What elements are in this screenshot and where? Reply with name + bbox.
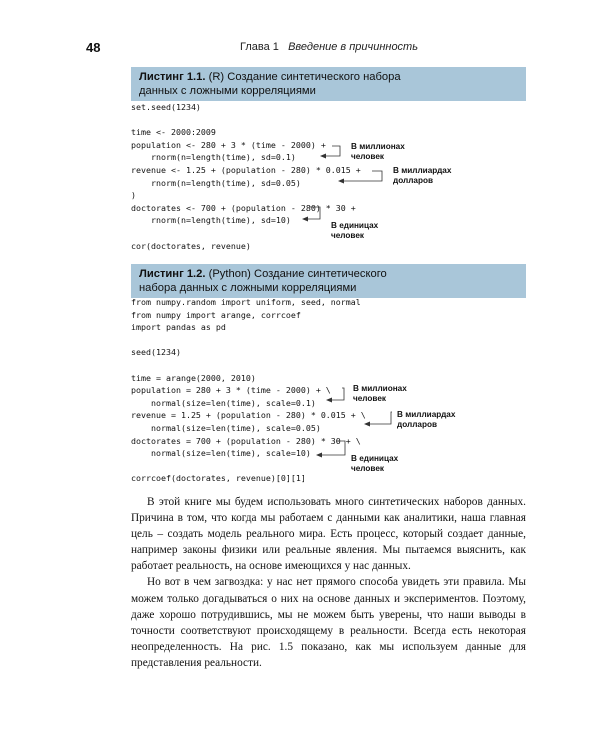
paragraph-2: Но вот в чем загвоздка: у нас нет прямого способа увидеть эти правила. Мы можем только догадываться о них на основе данных и экспериментов. Поэтому, даже хорошо потрудившись, мы не можем быть уверены, что наши выводы в точности соответствуют происходящему в реальности. Всегда есть некоторая неопределенность. На рис. 1.5 показано, как мы используем данные для представления реальности.: [131, 576, 526, 669]
listing-1-annotation-revenue: В миллиардах долларов: [393, 166, 452, 185]
listing-2-annotation-revenue: В миллиардах долларов: [397, 410, 456, 429]
listing-1-header: [131, 67, 526, 101]
listing-1-title-line-2: данных с ложными корреляциями: [139, 85, 316, 97]
listing-1-label: Листинг 1.1.: [139, 71, 206, 83]
listing-2-code: from numpy.random import uniform, seed, normal from numpy import arange, corrcoef import pandas as pd seed(1234) time = arange(2000, 2010) population = 280 + 3 * (time - 2000) + \ normal(size=len(time), scale=0.1) revenue = 1.25 + (population - 280) * 0.015 + \ normal(size=len(time), scale=0.05) doctorates = 700 + (population - 280) * 30 + \ normal(size=len(time), scale=10) corrcoef(doctorates, revenue)[0][1]: [131, 297, 366, 484]
running-header: [240, 41, 418, 53]
listing-2-annotation-population: В миллионах человек: [353, 384, 407, 403]
listing-1-code: set.seed(1234) time <- 2000:2009 population <- 280 + 3 * (time - 2000) + rnorm(n=length(time), sd=0.1) revenue <- 1.25 + (population - 280) * 0.015 + rnorm(n=length(time), sd=0.05) ) doctorates <- 700 + (population - 280) * 30 + rnorm(n=length(time), sd=10) cor(doctorates, revenue): [131, 102, 361, 251]
listing-2-header: [131, 264, 526, 298]
listing-2-annotation-doctorates: В единицах человек: [351, 454, 399, 473]
chapter-title: Введение в причинность: [288, 41, 419, 53]
listing-2-title-line-2: набора данных с ложными корреляциями: [139, 282, 357, 294]
listing-1-annotation-population: В миллионах человек: [351, 142, 405, 161]
listing-2-title-line-1: (Python) Создание синтетического: [208, 268, 387, 280]
listing-1-annotation-doctorates: В единицах человек: [331, 221, 379, 240]
paragraph-1: В этой книге мы будем использовать много синтетических наборов данных. Причина в том, что когда мы работаем с данными как аналитики, наша главная цель – создать модель реального мира. Есть процесс, который создает данные, например законы физики или реальные явления. Мы пытаемся выяснить, как работает реальность, на основе имеющихся у нас данных.: [131, 496, 526, 573]
body-text: [131, 494, 526, 671]
chapter-label: Глава 1: [240, 41, 279, 53]
listing-2-label: Листинг 1.2.: [139, 268, 206, 280]
callout-arrow-5: [368, 412, 392, 424]
listing-1-title-line-1: (R) Создание синтетического набора: [208, 71, 401, 83]
page-number: 48: [86, 40, 101, 55]
